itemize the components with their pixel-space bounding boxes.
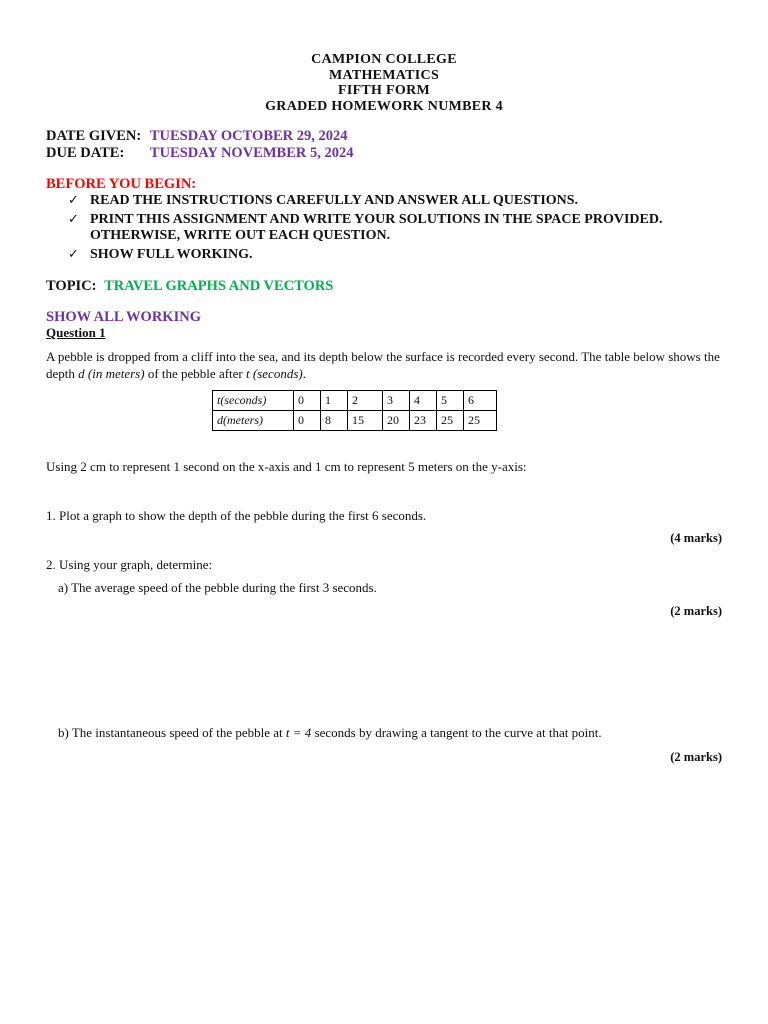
table-row <box>213 391 497 411</box>
part-2b-math: t = 4 <box>285 725 312 740</box>
due-date-row <box>46 145 353 162</box>
form-level: FIFTH FORM <box>337 83 431 98</box>
part-2-text: 2. Using your graph, determine: <box>46 557 213 572</box>
table-cell: 5 <box>437 391 464 411</box>
instruction-item <box>68 247 728 263</box>
table-cell: 25 <box>437 411 464 431</box>
unit-t: (seconds) <box>252 366 303 381</box>
assignment-title: GRADED HOMEWORK NUMBER 4 <box>265 98 503 114</box>
checkmark-icon: ✓ <box>68 247 79 262</box>
table-cell: 23 <box>410 411 437 431</box>
instructions-title: BEFORE YOU BEGIN: <box>46 176 197 192</box>
date-given-label: DATE GIVEN: <box>46 128 142 144</box>
table-cell: 6 <box>464 391 497 411</box>
school-name: CAMPION COLLEGE <box>311 52 457 67</box>
subject-name: MATHEMATICS <box>328 67 440 83</box>
topic-value: TRAVEL GRAPHS AND VECTORS <box>104 278 334 294</box>
due-date-value: TUESDAY NOVEMBER 5, 2024 <box>149 145 354 161</box>
show-working-heading: SHOW ALL WORKING <box>46 309 201 325</box>
table-cell: 20 <box>383 411 410 431</box>
part-2b-pre: b) The instantaneous speed of the pebble at <box>58 725 286 740</box>
scale-instruction: Using 2 cm to represent 1 second on the x-axis and 1 cm to represent 5 meters on the y-axis: <box>46 459 527 474</box>
intro-end: . <box>302 366 306 381</box>
date-given-row <box>46 128 348 145</box>
topic-row <box>46 278 333 295</box>
table-cell: 8 <box>321 411 348 431</box>
due-date-label: DUE DATE: <box>46 145 125 161</box>
table-header-depth: d(meters) <box>213 411 294 431</box>
table-cell: 1 <box>321 391 348 411</box>
instruction-text: PRINT THIS ASSIGNMENT AND WRITE YOUR SOLUTIONS IN THE SPACE PROVIDED. OTHERWISE, WRITE OUT EACH QUESTION. <box>90 212 663 243</box>
question-intro <box>46 348 726 382</box>
instruction-text: READ THE INSTRUCTIONS CAREFULLY AND ANSWER ALL QUESTIONS. <box>90 193 579 208</box>
checkmark-icon: ✓ <box>68 212 79 227</box>
table-header-time: t(seconds) <box>213 391 294 411</box>
var-t: t <box>246 366 250 381</box>
table-cell: 0 <box>294 411 321 431</box>
date-given-value: TUESDAY OCTOBER 29, 2024 <box>149 128 348 144</box>
intro-text: A pebble is dropped from a cliff into the sea, and its depth below the surface is recorded every second. The table below shows the depth <box>46 349 720 381</box>
var-d: d <box>78 366 85 381</box>
part-2b-marks: (2 marks) <box>670 750 722 764</box>
table-cell: 15 <box>348 411 383 431</box>
document-header <box>0 52 768 114</box>
table-cell: 0 <box>294 391 321 411</box>
table-cell: 3 <box>383 391 410 411</box>
table-cell: 25 <box>464 411 497 431</box>
part-2b-text <box>58 725 602 741</box>
depth-table <box>212 390 497 431</box>
unit-d: (in meters) <box>87 366 145 381</box>
part-2a-text: a) The average speed of the pebble during the first 3 seconds. <box>58 580 377 595</box>
instruction-item <box>68 212 728 244</box>
intro-text-2: of the pebble after <box>144 366 247 381</box>
question-title: Question 1 <box>46 325 106 340</box>
table-row <box>213 411 497 431</box>
instruction-text: SHOW FULL WORKING. <box>90 247 253 262</box>
topic-label: TOPIC: <box>46 278 97 294</box>
instruction-item <box>68 193 728 209</box>
checkmark-icon: ✓ <box>68 193 79 208</box>
table-cell: 4 <box>410 391 437 411</box>
instructions-list <box>68 193 728 266</box>
part-2b-post: seconds by drawing a tangent to the curve at that point. <box>311 725 602 740</box>
table-cell: 2 <box>348 391 383 411</box>
part-1-marks: (4 marks) <box>670 531 722 545</box>
part-2a-marks: (2 marks) <box>670 604 722 618</box>
part-1-text: 1. Plot a graph to show the depth of the pebble during the first 6 seconds. <box>46 508 427 523</box>
